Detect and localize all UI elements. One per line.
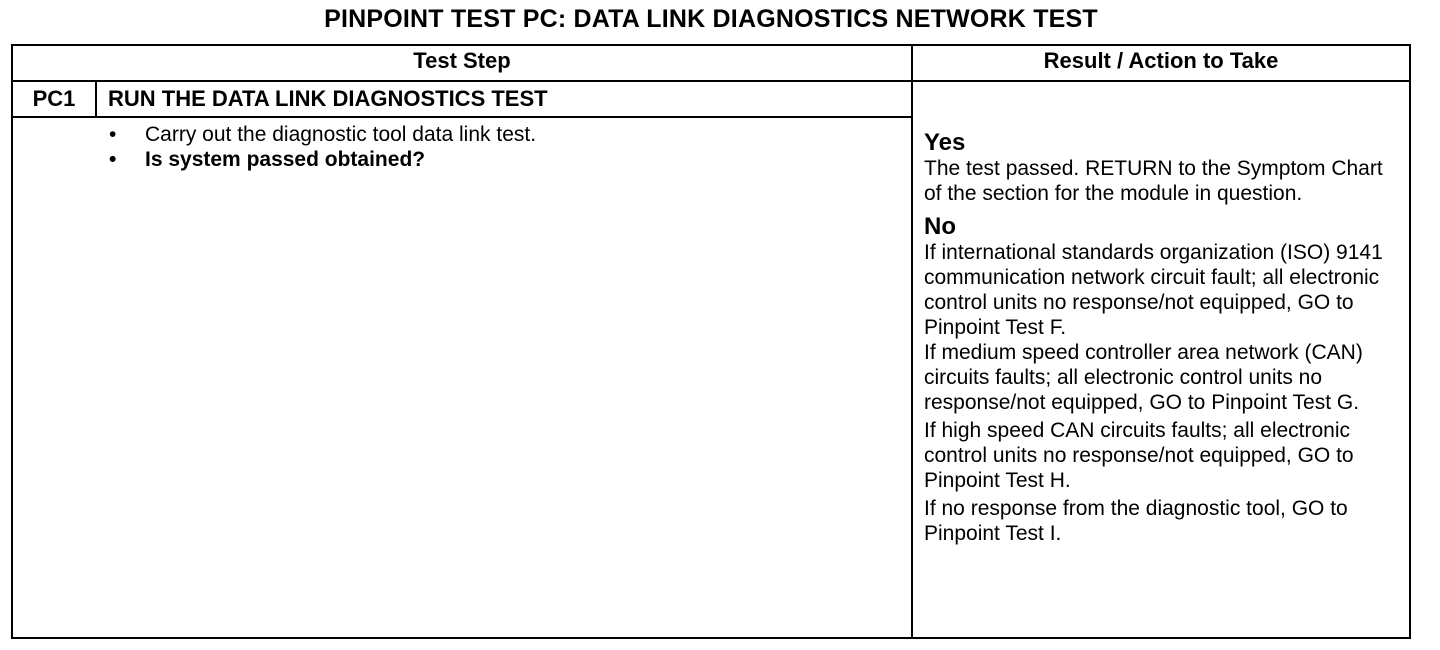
- instruction-item-question: [105, 147, 536, 172]
- column-divider: [911, 46, 913, 637]
- header-result-action: Result / Action to Take: [1043, 48, 1279, 73]
- step-title: RUN THE DATA LINK DIAGNOSTICS TEST: [108, 86, 548, 111]
- yes-label: Yes: [924, 129, 966, 156]
- yes-action-text: The test passed. RETURN to the Symptom Chart of the section for the module in question.: [924, 157, 1383, 205]
- no-action-item: If high speed CAN circuits faults; all electronic control units no response/not equipped, GO to Pinpoint Test H.: [924, 419, 1354, 492]
- no-action-item: If medium speed controller area network (CAN) circuits faults; all electronic control units no response/not equipped, GO to Pinpoint Test G.: [924, 341, 1363, 414]
- no-action-item: If international standards organization (ISO) 9141 communication network circuit fault; all electronic control units no response/not equipped, GO to Pinpoint Test F.: [924, 241, 1383, 339]
- result-column: [924, 130, 1404, 546]
- step-id-divider: [95, 80, 97, 118]
- step-instructions: [105, 122, 536, 172]
- page-title: PINPOINT TEST PC: DATA LINK DIAGNOSTICS NETWORK TEST: [324, 5, 1098, 33]
- instruction-text: Is system passed obtained?: [145, 148, 426, 171]
- step-id: PC1: [32, 86, 76, 111]
- bullet-icon: •: [109, 123, 117, 146]
- no-action-item: If no response from the diagnostic tool, GO to Pinpoint Test I.: [924, 497, 1348, 545]
- step-title-divider: [13, 116, 911, 118]
- pinpoint-test-table: [11, 44, 1411, 639]
- instruction-item: [105, 122, 536, 147]
- header-test-step: Test Step: [413, 48, 511, 73]
- instruction-text: Carry out the diagnostic tool data link test.: [145, 123, 537, 146]
- bullet-icon: •: [109, 148, 117, 171]
- no-label: No: [924, 213, 956, 240]
